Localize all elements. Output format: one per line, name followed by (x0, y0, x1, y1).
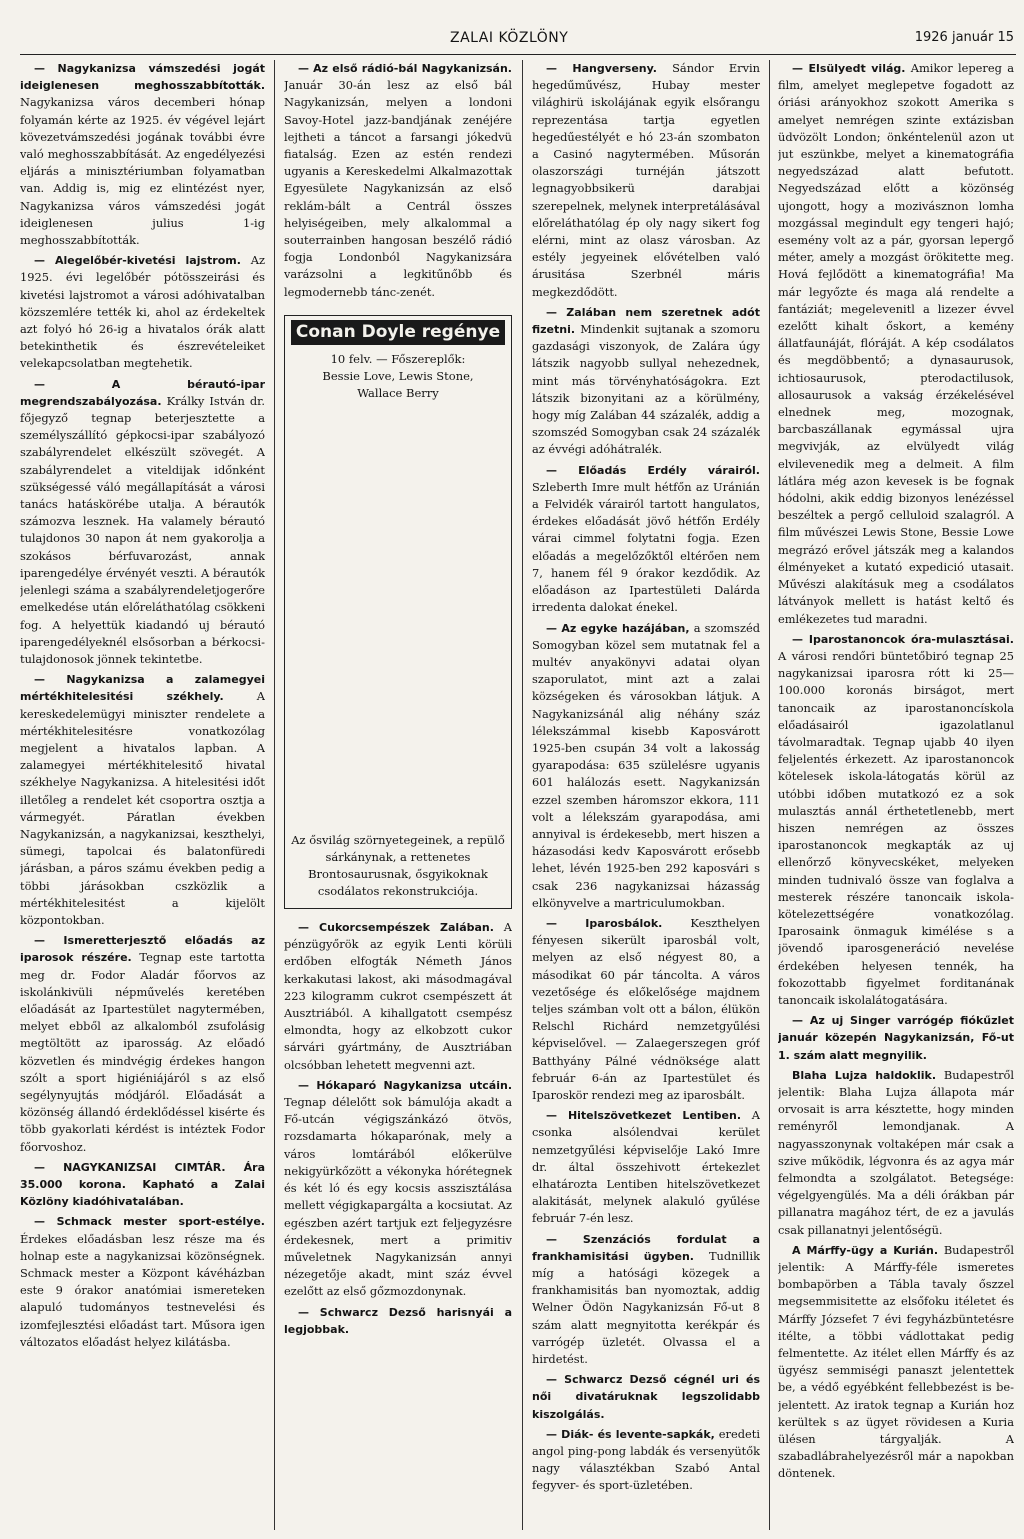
news-body: eredeti angol ping-pong labdák és versenyütők nagy választékban Szabó Antal fegyver- és sport-üzletében. (532, 1426, 760, 1493)
news-item (778, 1067, 1014, 1239)
news-headline: — Az egyke hazájában, (546, 621, 690, 635)
news-body: Amikor lepereg a film, amelyet meglepetve fogadott az óriási arányokhoz szokott Amerika s amelyet nemrégen szinte extázisban üdvözölt London; önkéntelenül azon ut jut eszünkbe, melyet a kinematográfia negyedszázad alatt befutott. Negyedszázad előtt a közönség ujongott, hogy a mozivásznon lomha mozgással megindult egy tengeri hajó; esemény volt az a pár, gyorsan lepergő méter, amely a mozgást örökitette meg. Hová fejlődött a kinematográfia! Ma már legyőzte és maga alá rendelte a fantáziát; megelevenitl a lizezer évvel ezelőtt kihalt őskort, a kemény állatfaunáját, flóráját. A kép csodálatos és megdöbbentő; a dynasaurusok, ichtiosaurusok, pterodactilusok, allosaurusok a vakság érzékelésével elnednek meg, mozognak, barcbaszállanak egymással ujra megvivják, az elvülyedt világ elvilevenedik meg a delmeit. A film látlára még azon kevesek is be fognak hódolni, akik eddig bizonyos lenézéssel beszéltek a pergő celluloid szalagról. A film művészei Lewis Stone, Bessie Lowe megrázó erővel játszák meg a kalandos élményeket a kutató expedició utasait. Művészi alakításuk meg a csodálatos látványok mellett is hatást keltő és emlékezetes tud maradni. (778, 61, 1014, 626)
news-body: Szleberth Imre mult hétfőn az Uránián a Felvidék várairól tartott hangulatos, érdekes előadását jövő hétfőn Erdély várai cimmel folytatni fogja. Ezen előadás a megelőzőktől eltérően nem 7, hanem fél 9 órakor kezdődik. Az előadáson az Ipartestületi Dalárda irredenta dalokat énekel. (532, 479, 760, 615)
news-headline: — Schwarcz Dezső cégnél uri és női divatáruknak legszolidabb kiszolgálás. (532, 1373, 760, 1421)
news-headline: — Az uj Singer varrógép fiókűzlet január közepén Nagykanizsán, Fő-ut 1. szám alatt megnyilik. (778, 1014, 1014, 1062)
news-body: Králky István dr. főjegyző tegnap beterjesztette a személyszállító gépkocsi-ipar szabályozó szabályrendelet elkészült szövegét. A szabályrendelet a viteldijak időnként szükségessé váló megállapítását a városi tanács hatáskörébe utalja. A bérautók számozva lesznek. Ha valamely bérautó tulajdonos 30 napon át nem gyakorolja a szokásos bérfuvarozást, annak iparengedélye érvényét veszti. A bérautók jelenlegi száma a szabályrendeletjogerőre emelkedése után előreláthatólag csökkeni fog. A helyettük kiadandó uj bérautó iparengedélyeknél elsősorban a bérkocsi-tulajdonosok jönnek tekintetbe. (20, 393, 265, 666)
news-headline: — Előadás Erdély várairól. (546, 463, 760, 477)
news-body: Keszthelyen fényesen sikerült iparosbál volt, melyen az első négyest 80, a másodikat 60 pár táncolta. A város vezetősége és előkelősége majdnem teljes számban volt ott a bálon, élükön Relschl Richárd nemzetgyűlési képviselővel. — Zalaegerszegen gróf Batthyány Pálné védnöksége alatt február 6-án az Ipartestület és Iparoskör rendezi meg az iparosbált. (532, 915, 760, 1102)
news-headline: — Schmack mester sport-estélye. (34, 1215, 265, 1229)
news-headline: — Nagykanizsa vámszedési jogát ideiglenesen meghosszabbították. (20, 62, 265, 93)
news-item (778, 60, 1014, 628)
news-headline: — Iparosbálok. (546, 916, 663, 930)
news-headline: — Zalában nem szeretnek adót fizetni. (532, 305, 760, 337)
column-1 (20, 60, 265, 1536)
ad-blank-area (291, 402, 505, 832)
ad-cast-2: Wallace Berry (357, 386, 439, 401)
ad-cast-1: Bessie Love, Lewis Stone, (322, 369, 474, 384)
news-body: a szomszéd Somogyban közel sem mutatnak fel a multév anyakönyvi adatai olyan szaporulatot, mint azt a zalai községeken és városokban látjuk. A Nagykanizsánál alig néhány száz lélekszámmal kisebb Kaposvárott 1925-ben csupán 34 volt a lakosság gyarapodása: 635 szülelésre ugyanis 601 halálozás esett. Nagykanizsán ezzel szemben háromszor ekkora, 111 volt a lélekszám gyarapodása, ami annyival is érdekesebb, mert hiszen a házasodási kedv Kaposvárott erősebb lehet, lévén 1925-ben 292 kaposvári s csak 236 nagykanizsai házasság elkönyvelve a martriculumokban. (532, 620, 760, 910)
news-headline: — Nagykanizsa a zalamegyei mértékhitelesitési székhely. (20, 673, 265, 704)
news-item (532, 60, 760, 301)
news-item (532, 620, 760, 912)
news-headline: — Hókaparó Nagykanizsa utcáin. (298, 1078, 512, 1092)
news-body: A csonka alsólendvai kerület nemzetgyűlési képviselője Lakó Imre dr. által összehivott értekezlet elhatározta Lentiben hitelszövetkezet alakitását, melynek alakuló gyűlése február 7-én lesz. (532, 1108, 760, 1226)
news-body: Tudnillik míg a hatósági közegek a frankhamisitás ban nyomoztak, addig Welner Ödön Nagykanizsán Fő-ut 8 szám alatt megnyitotta kerékpár és varrógép üzletét. Olvassa el a hirdetést. (532, 1248, 760, 1367)
news-body: Budapestről jelentik: Blaha Lujza állapota már orvosait is arra késztette, hogy minden reményről lemondjanak. A nagyasszonynak voltaképen már csak a szive működik, légvonra és az agya már felmondta a szolgálatot. Betegsége: végelgyengülés. Ma a déli órákban pár pillanatra magához tért, de ez a javulás csak pillanatnyi jelentőségü. (778, 1067, 1014, 1237)
news-item (284, 1304, 512, 1338)
news-headline: — Schwarcz Dezső harisnyái a legjobbak. (284, 1305, 512, 1336)
news-headline: — A bérautó-ipar megrendszabályozása. (20, 377, 265, 408)
column-rule (522, 60, 523, 1530)
column-2 (284, 60, 512, 1536)
news-item (532, 1231, 760, 1369)
news-body: Nagykanizsa város decemberi hónap folyamán kérte az 1925. év végével lejárt kövezetvámszedési jogának további évre való meghosszabbítását. Az engedélyezési eljárás a minisztériumban folyamatban van. Addig is, mig ez elintézést nyer, Nagykanizsa város vámszedési jogát ideiglenesen julius 1-ig meghosszabbították. (20, 95, 265, 248)
ad-title: Conan Doyle regénye (291, 320, 505, 345)
news-headline: — Szenzációs fordulat a frankhamisitási ügyben. (532, 1232, 760, 1263)
news-item (532, 915, 760, 1104)
news-item (20, 60, 265, 249)
news-body: Tegnap este tartotta meg dr. Fodor Aladár főorvos az iskolánkivüli népművelés keretében előadását az Ipartestület nagytermében, melyet ebből az alkalomból zsufolásig megtöltött az iparosság. Az előadó közvetlen és mindvégig érdekes hangon szólt a sport higiéniájáról s az első segélynyujtás módjáról. Előadását a közönség állandó érdeklődéssel kisérte és több gyakorlati kérdést is intéztek Fodor főorvoshoz. (20, 950, 265, 1154)
news-body: Sándor Ervin hegedűművész, Hubay mester világhirü iskolájának egyik elsőrangu reprezentása tartja egyetlen hegedűestélyét e hó 23-án szombaton a Casinó nagytermében. Műsorán olaszországi turnéján játszott legnagyobbsikerü darabjai szerepelnek, melynek interpretálásával előreláthatólag ép oly nagy sikert fog elérni, mint az olasz városban. Az estély jegyeinek elővételben való árusitása Szerbnél máris megkezdődött. (532, 61, 760, 299)
news-item (20, 1159, 265, 1211)
news-item (532, 1371, 760, 1423)
news-headline: — Elsülyedt világ. (792, 62, 906, 75)
news-body: A kereskedelemügyi miniszter rendelete a mértékhitelesitésre vonatkozólag megjelent a hivatalos lapban. A zalamegyei mértékhitelesitő hivatal székhelye Nagykanizsa. A hitelesitési időt illetőleg a rendelet két csoportra osztja a vármegyét. Páratlan években Nagykanizsán, a nagykanizsai, keszthelyi, sümegi, tapolcai és balatonfüredi járásban, a páros számu években pedig a többi járásokban cszközlik a mértékhitelesitést a kijelölt központokban. (20, 689, 265, 927)
news-item (20, 1213, 265, 1351)
film-advertisement (284, 315, 512, 909)
news-headline: Blaha Lujza haldoklik. (792, 1068, 937, 1082)
news-item (778, 631, 1014, 1009)
newspaper-title: ZALAI KÖZLÖNY (450, 30, 569, 46)
news-item (284, 919, 512, 1074)
ad-description: Az ősvilág szörnyetegeinek, a repülő sárkánynak, a rettenetes Brontosaurusnak, ősgyikoknak csodálatos rekonstrukciója. (291, 833, 505, 899)
news-headline: — Hangverseny. (546, 62, 657, 75)
news-headline: — Ismeretterjesztő előadás az iparosok részére. (20, 934, 265, 965)
news-headline: — NAGYKANIZSAI CIMTÁR. Ára 35.000 korona. Kapható a Zalai Közlöny kiadóhivatalában. (20, 1160, 265, 1209)
news-body: A városi rendőri büntetőbiró tegnap 25 nagykanizsai iparosra rótt ki 25—100.000 koronás birságot, mert tanoncaik az iparostanoncískola előadásairól igazolatlanul távolmaradtak. Tegnap ujabb 40 ilyen feljelentés érkezett. Az iparostanoncok kötelesek iskola-látogatás körül az utóbbi időben mutatkozó ez a sok mulasztás annál érthetetlenebb, mert hiszen nemrégen az összes iparostanoncok megkapták az uj ellenőrző könyvecskéket, melyeken minden tudnivaló össze van foglalva a mesterek részére tanoncaik iskola-kötelezettségére vonatkozólag. Iparosaink önmaguk kimélése s a jövendő iparosgeneráció nevelése érdekében helyesen tennék, ha fokozottabb figyelmet forditanának tanoncaik iskolalátogatására. (778, 648, 1014, 1007)
news-headline: — Az első rádió-bál Nagykanizsán. (298, 62, 512, 75)
news-item (532, 1426, 760, 1495)
news-item (284, 1077, 512, 1301)
column-4 (778, 60, 1014, 1536)
news-body: Január 30-án lesz az első bál Nagykanizsán, melyen a londoni Savoy-Hotel jazz-bandjának zenéjére lejtheti a táncot a farsangi jókedvü fiatalság. Ezen az estén rendezi ugyanis a Kereskedelmi Alkalmazottak Egyesülete Nagykanizsán az első reklám-bált a Centrál összes helyiségeiben, mely alkalommal a souterrainben hangosan beszélő rádió fogja Londonból Nagykanizsára varázsolni a legkitűnőbb és legmodernebb tánc-zenét. (284, 78, 512, 299)
news-headline: A Márffy-ügy a Kurián. (792, 1243, 939, 1257)
news-body: Érdekes előadásban lesz része ma és holnap este a nagykanizsai közönségnek. Schmack mester a Központ kávéházban este 9 órakor anatómiai ismereteken alapuló tudományos testnevelési és izomfejlesztési előadást tart. Műsora igen változatos előadást helyez kilátásba. (20, 1231, 265, 1349)
ad-reels: 10 felv. — Főszereplők: (330, 352, 466, 367)
column-3 (532, 60, 760, 1536)
news-item (20, 932, 265, 1156)
news-item (532, 304, 760, 459)
news-headline: — Iparostanoncok óra-mulasztásai. (792, 632, 1014, 646)
issue-date: 1926 január 15 (914, 30, 1014, 45)
news-item (20, 376, 265, 668)
news-body: Mindenkit sujtanak a szomoru gazdasági viszonyok, de Zalára úgy látszik nagyobb sullyal nehezednek, mint más törvényhatóságokra. Ezt látszik bizonyitani az a körülmény, hogy míg Zalában 44 százalék, addig a szomszéd Somogyban csak 24 százalék az évvégi adóhátralék. (532, 322, 760, 457)
news-body: A pénzügyőrök az egyik Lenti körüli erdőben elfogták Németh János kerkakutasi lakost, aki másodmagával 223 kilogramm cukrot csempészett át Ausztriából. A kihallgatott csempész elmondta, hogy az elkobzott cukor sárvári gyártmány, de Ausztriában olcsóbban lehetett megvenni azt. (284, 920, 512, 1072)
news-body: Tegnap délelőtt sok bámulója akadt a Fő-utcán végigszánkázó ötvös, rozsdamarta hókaparónak, mely a város lomtárából előkerülve nekigyürkőzött a vékonyka hórétegnek és két ló és egy kocsis asszisztálása mellett végigkapargálta a kocsiutat. Az egészben azért tartjuk ezt feljegyzésre érdekesnek, mert a primitiv műveletnek Nagykanizsán annyi nézegetője akadt, mint száz évvel ezelőtt az első gőzmozdonynak. (284, 1095, 512, 1299)
news-headline: — Cukorcsempészek Zalában. (298, 921, 494, 935)
news-body: Az 1925. évi legelőbér pótösszeirási és kivetési lajstromot a városi adóhivatalban közszemlére tették ki, ahol az érdekeltek azt folyó hó 26-ig a hivatalos órák alatt betekinthetik és észrevételeiket velekapcsolatban megtehetik. (20, 253, 265, 371)
column-rule (274, 60, 275, 1530)
news-item (532, 1107, 760, 1227)
page-header (20, 30, 1016, 55)
news-item (778, 1012, 1014, 1064)
news-item (778, 1242, 1014, 1483)
news-headline: — Alegelőbér-kivetési lajstrom. (34, 254, 241, 268)
news-item (20, 671, 265, 929)
column-rule (769, 60, 770, 1530)
news-item (532, 462, 760, 617)
news-headline: — Hitelszövetkezet Lentiben. (546, 1109, 742, 1123)
news-headline: — Diák- és levente-sapkák, (546, 1427, 715, 1441)
news-item (20, 252, 265, 372)
news-item (284, 60, 512, 301)
news-body: Budapestről jelentik: A Márffy-féle ismeretes bombapörben a Tábla tavaly őszzel megsemmisitette az elsőfoku itéletet és Márffy Józsefet 7 évi fegyházbüntetésre itélte, a többi vádlottakat pedig felmentette. Az itélet ellen Márffy és az ügyész semmiségi panaszt jelentettek be, a védő egyébként fellebbezést is be- jelentett. Az iratok tegnap a Kurián hoz kerültek s az ügyet rövidesen a Kuria ülésen tárgyalják. A szabadlábrahelyezésről már a napokban döntenek. (778, 1242, 1014, 1481)
